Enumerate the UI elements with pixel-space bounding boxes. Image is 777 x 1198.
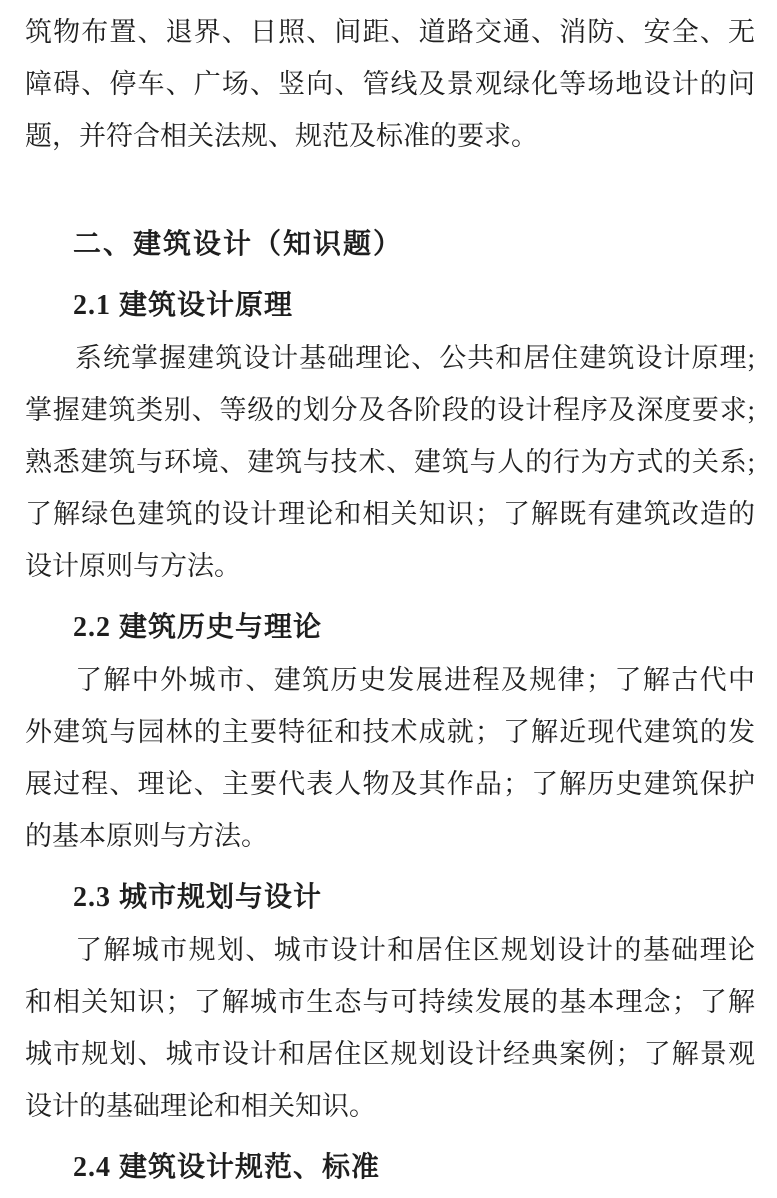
paragraph-line: 熟悉建筑与环境、建筑与技术、建筑与人的行为方式的关系; <box>25 447 755 477</box>
paragraph-line: 了解中外城市、建筑历史发展进程及规律；了解古代中 <box>75 665 755 695</box>
paragraph-line: 掌握建筑类别、等级的划分及各阶段的设计程序及深度要求; <box>25 395 755 425</box>
section-heading-2-4: 2.4 建筑设计规范、标准 <box>73 1152 381 1183</box>
paragraph-line: 系统掌握建筑设计基础理论、公共和居住建筑设计原理; <box>75 343 755 373</box>
paragraph-line: 城市规划、城市设计和居住区规划设计经典案例；了解景观 <box>25 1039 755 1069</box>
paragraph-line: 设计原则与方法。 <box>25 551 241 581</box>
paragraph-line: 了解城市规划、城市设计和居住区规划设计的基础理论 <box>75 935 755 965</box>
paragraph-line: 了解绿色建筑的设计理论和相关知识；了解既有建筑改造的 <box>25 499 755 529</box>
paragraph-line: 筑物布置、退界、日照、间距、道路交通、消防、安全、无 <box>25 17 755 47</box>
paragraph-line: 的基本原则与方法。 <box>25 821 268 851</box>
section-heading-2-2: 2.2 建筑历史与理论 <box>73 612 323 643</box>
chapter-heading: 二、建筑设计（知识题） <box>73 228 404 259</box>
paragraph-line: 设计的基础理论和相关知识。 <box>25 1091 376 1121</box>
section-heading-2-3: 2.3 城市规划与设计 <box>73 882 323 913</box>
paragraph-line: 展过程、理论、主要代表人物及其作品；了解历史建筑保护 <box>25 769 755 799</box>
paragraph-line: 和相关知识；了解城市生态与可持续发展的基本理念；了解 <box>25 987 755 1017</box>
document-content <box>25 6 755 1194</box>
paragraph-line: 外建筑与园林的主要特征和技术成就；了解近现代建筑的发 <box>25 717 755 747</box>
paragraph-line: 障碍、停车、广场、竖向、管线及景观绿化等场地设计的问 <box>25 69 755 99</box>
paragraph-line: 题，并符合相关法规、规范及标准的要求。 <box>25 121 538 151</box>
section-heading-2-1: 2.1 建筑设计原理 <box>73 290 294 321</box>
